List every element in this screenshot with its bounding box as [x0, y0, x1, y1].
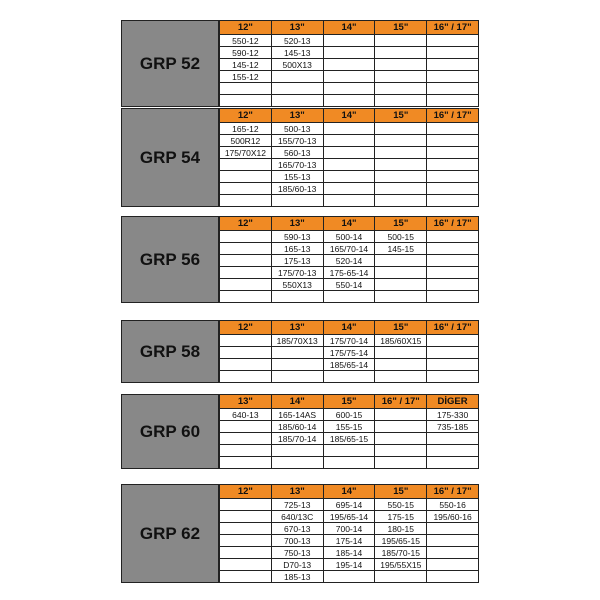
size-cell	[323, 123, 375, 135]
size-cell: 195/65-14	[323, 511, 375, 523]
size-cell	[271, 83, 323, 95]
size-cell: D70-13	[271, 559, 323, 571]
size-cell: 165-12	[220, 123, 272, 135]
size-cell	[375, 35, 427, 47]
table-row	[220, 409, 479, 421]
size-cell	[220, 547, 272, 559]
size-cell	[375, 183, 427, 195]
size-cell: 700-13	[271, 535, 323, 547]
size-cell	[375, 95, 427, 107]
size-cell: 175/70X12	[220, 147, 272, 159]
size-cell	[220, 231, 272, 243]
table-row	[220, 291, 479, 303]
size-cell: 500-15	[375, 231, 427, 243]
size-cell	[323, 371, 375, 383]
column-header: 16" / 17"	[427, 109, 479, 123]
table-row	[220, 183, 479, 195]
size-cell	[220, 371, 272, 383]
size-cell	[220, 559, 272, 571]
size-cell	[427, 71, 479, 83]
size-cell	[375, 147, 427, 159]
size-cell	[427, 255, 479, 267]
size-cell	[323, 35, 375, 47]
column-header: 15"	[375, 321, 427, 335]
column-header: 16" / 17"	[427, 217, 479, 231]
grp-block	[121, 320, 479, 383]
size-cell: 640-13	[220, 409, 272, 421]
table-row	[220, 159, 479, 171]
grp-block	[121, 216, 479, 303]
size-cell	[375, 359, 427, 371]
size-cell	[220, 511, 272, 523]
size-cell: 180-15	[375, 523, 427, 535]
size-cell: 735-185	[427, 421, 479, 433]
size-cell	[427, 159, 479, 171]
size-cell: 520-14	[323, 255, 375, 267]
size-cell: 520-13	[271, 35, 323, 47]
size-cell	[323, 291, 375, 303]
size-cell: 550-12	[220, 35, 272, 47]
column-header: 16" / 17"	[427, 321, 479, 335]
table-row	[220, 83, 479, 95]
size-cell	[220, 243, 272, 255]
table-row	[220, 47, 479, 59]
size-cell	[375, 409, 427, 421]
size-cell	[427, 523, 479, 535]
size-cell	[220, 171, 272, 183]
size-cell: 185/60-14	[271, 421, 323, 433]
size-cell	[220, 95, 272, 107]
table-row	[220, 195, 479, 207]
table-row	[220, 511, 479, 523]
column-header: 12"	[220, 109, 272, 123]
size-cell	[323, 83, 375, 95]
size-cell	[375, 135, 427, 147]
size-cell	[427, 171, 479, 183]
size-cell: 695-14	[323, 499, 375, 511]
column-header: 14"	[323, 217, 375, 231]
size-cell	[375, 83, 427, 95]
size-cell: 500R12	[220, 135, 272, 147]
size-cell	[427, 433, 479, 445]
size-cell	[427, 59, 479, 71]
column-header: 13"	[271, 109, 323, 123]
size-cell	[427, 359, 479, 371]
size-table	[219, 320, 479, 383]
column-header: 13"	[220, 395, 272, 409]
table-row	[220, 559, 479, 571]
size-cell	[427, 95, 479, 107]
table-row	[220, 499, 479, 511]
size-cell	[375, 47, 427, 59]
size-cell	[271, 457, 323, 469]
size-cell	[427, 559, 479, 571]
size-cell	[375, 171, 427, 183]
size-cell: 175-330	[427, 409, 479, 421]
size-cell	[271, 359, 323, 371]
size-cell	[220, 291, 272, 303]
size-cell: 195/55X15	[375, 559, 427, 571]
size-cell	[427, 83, 479, 95]
size-cell: 175/75-14	[323, 347, 375, 359]
size-cell: 185-14	[323, 547, 375, 559]
size-cell	[220, 499, 272, 511]
column-header: 15"	[375, 485, 427, 499]
size-cell	[220, 279, 272, 291]
column-header: 12"	[220, 21, 272, 35]
size-cell: 165-14AS	[271, 409, 323, 421]
header-row	[220, 395, 479, 409]
table-row	[220, 59, 479, 71]
column-header: 15"	[323, 395, 375, 409]
column-header: 15"	[375, 217, 427, 231]
size-table	[219, 394, 479, 469]
size-cell: 590-12	[220, 47, 272, 59]
size-cell: 550-16	[427, 499, 479, 511]
size-cell: 145-13	[271, 47, 323, 59]
size-cell: 640/13C	[271, 511, 323, 523]
size-cell	[375, 195, 427, 207]
grp-block	[121, 394, 479, 469]
size-cell	[375, 371, 427, 383]
size-cell: 175-13	[271, 255, 323, 267]
table-row	[220, 135, 479, 147]
size-cell	[323, 571, 375, 583]
size-cell	[323, 135, 375, 147]
size-cell: 600-15	[323, 409, 375, 421]
table-row	[220, 433, 479, 445]
size-cell: 700-14	[323, 523, 375, 535]
size-cell	[427, 243, 479, 255]
size-cell: 185/60-13	[271, 183, 323, 195]
size-cell	[323, 183, 375, 195]
size-cell	[427, 47, 479, 59]
size-cell: 195/60-16	[427, 511, 479, 523]
size-cell	[323, 457, 375, 469]
size-cell	[375, 255, 427, 267]
table-row	[220, 535, 479, 547]
column-header: 14"	[271, 395, 323, 409]
column-header: 15"	[375, 109, 427, 123]
size-cell	[220, 195, 272, 207]
size-cell	[427, 347, 479, 359]
size-cell	[375, 571, 427, 583]
size-cell	[220, 83, 272, 95]
column-header: 14"	[323, 485, 375, 499]
size-cell	[427, 445, 479, 457]
size-cell	[427, 335, 479, 347]
column-header: 14"	[323, 321, 375, 335]
size-cell	[220, 359, 272, 371]
size-cell	[220, 571, 272, 583]
group-label: GRP 62	[121, 484, 219, 583]
size-cell	[375, 457, 427, 469]
size-cell	[375, 433, 427, 445]
table-row	[220, 255, 479, 267]
size-cell: 550X13	[271, 279, 323, 291]
size-cell	[220, 445, 272, 457]
size-cell	[375, 279, 427, 291]
header-row	[220, 485, 479, 499]
table-row	[220, 279, 479, 291]
size-table	[219, 20, 479, 107]
size-cell	[323, 159, 375, 171]
column-header: 13"	[271, 485, 323, 499]
size-cell	[271, 291, 323, 303]
size-cell	[375, 267, 427, 279]
size-cell	[323, 59, 375, 71]
size-cell: 165-13	[271, 243, 323, 255]
size-cell	[427, 535, 479, 547]
table-row	[220, 523, 479, 535]
size-cell: 185-13	[271, 571, 323, 583]
size-cell	[427, 147, 479, 159]
size-cell	[427, 571, 479, 583]
table-row	[220, 547, 479, 559]
group-label: GRP 58	[121, 320, 219, 383]
column-header: 14"	[323, 21, 375, 35]
size-cell: 670-13	[271, 523, 323, 535]
table-row	[220, 571, 479, 583]
header-row	[220, 321, 479, 335]
size-cell	[427, 291, 479, 303]
group-label: GRP 54	[121, 108, 219, 207]
size-cell: 175-15	[375, 511, 427, 523]
table-row	[220, 335, 479, 347]
table-row	[220, 445, 479, 457]
size-cell	[220, 433, 272, 445]
grp-block	[121, 20, 479, 107]
table-row	[220, 371, 479, 383]
size-cell: 185/70-15	[375, 547, 427, 559]
header-row	[220, 217, 479, 231]
group-label: GRP 52	[121, 20, 219, 107]
size-cell: 185/70-14	[271, 433, 323, 445]
size-cell	[427, 123, 479, 135]
size-cell: 175-14	[323, 535, 375, 547]
size-cell: 185/70X13	[271, 335, 323, 347]
column-header: 16" / 17"	[427, 485, 479, 499]
size-cell	[427, 35, 479, 47]
grp-block	[121, 108, 479, 207]
table-row	[220, 123, 479, 135]
table-row	[220, 267, 479, 279]
size-cell	[427, 267, 479, 279]
size-cell: 165/70-14	[323, 243, 375, 255]
size-cell	[427, 183, 479, 195]
size-cell	[323, 71, 375, 83]
size-cell	[271, 71, 323, 83]
size-cell	[271, 371, 323, 383]
size-cell	[271, 195, 323, 207]
size-cell	[271, 95, 323, 107]
size-cell	[220, 535, 272, 547]
size-cell	[271, 445, 323, 457]
size-cell: 155/70-13	[271, 135, 323, 147]
table-row	[220, 95, 479, 107]
size-cell: 725-13	[271, 499, 323, 511]
column-header: 12"	[220, 485, 272, 499]
size-cell: 185/65-14	[323, 359, 375, 371]
column-header: 13"	[271, 321, 323, 335]
table-row	[220, 457, 479, 469]
size-cell: 175-65-14	[323, 267, 375, 279]
size-cell	[323, 147, 375, 159]
size-cell: 185/60X15	[375, 335, 427, 347]
size-cell	[220, 421, 272, 433]
size-cell	[427, 371, 479, 383]
size-cell	[427, 457, 479, 469]
size-cell	[427, 195, 479, 207]
size-cell: 550-15	[375, 499, 427, 511]
size-cell: 185/65-15	[323, 433, 375, 445]
size-cell: 165/70-13	[271, 159, 323, 171]
table-row	[220, 243, 479, 255]
size-cell	[220, 255, 272, 267]
size-cell: 175/70-13	[271, 267, 323, 279]
table-row	[220, 71, 479, 83]
size-cell: 500X13	[271, 59, 323, 71]
column-header: 14"	[323, 109, 375, 123]
grp-block	[121, 484, 479, 583]
table-row	[220, 347, 479, 359]
column-header: 12"	[220, 217, 272, 231]
size-cell	[323, 47, 375, 59]
size-table	[219, 484, 479, 583]
column-header: 15"	[375, 21, 427, 35]
column-header: 16" / 17"	[375, 395, 427, 409]
table-row	[220, 421, 479, 433]
size-cell	[427, 231, 479, 243]
table-row	[220, 147, 479, 159]
size-cell: 500-14	[323, 231, 375, 243]
size-cell: 175/70-14	[323, 335, 375, 347]
size-cell: 155-12	[220, 71, 272, 83]
column-header: 13"	[271, 217, 323, 231]
group-label: GRP 60	[121, 394, 219, 469]
header-row	[220, 21, 479, 35]
table-row	[220, 35, 479, 47]
size-cell	[375, 445, 427, 457]
size-cell	[427, 547, 479, 559]
size-table	[219, 216, 479, 303]
table-row	[220, 359, 479, 371]
size-cell	[220, 347, 272, 359]
size-cell	[220, 159, 272, 171]
column-header: 16" / 17"	[427, 21, 479, 35]
size-cell	[220, 267, 272, 279]
size-cell	[323, 171, 375, 183]
size-cell: 155-13	[271, 171, 323, 183]
size-cell	[375, 347, 427, 359]
size-cell: 590-13	[271, 231, 323, 243]
column-header: 13"	[271, 21, 323, 35]
size-cell: 750-13	[271, 547, 323, 559]
size-cell	[220, 457, 272, 469]
size-cell	[375, 291, 427, 303]
table-row	[220, 231, 479, 243]
size-cell	[323, 95, 375, 107]
column-header: 12"	[220, 321, 272, 335]
column-header: DİGER	[427, 395, 479, 409]
size-cell	[375, 71, 427, 83]
size-cell	[220, 183, 272, 195]
size-cell: 145-15	[375, 243, 427, 255]
header-row	[220, 109, 479, 123]
group-label: GRP 56	[121, 216, 219, 303]
table-row	[220, 171, 479, 183]
size-cell: 550-14	[323, 279, 375, 291]
size-cell	[427, 279, 479, 291]
size-cell	[323, 445, 375, 457]
size-cell	[220, 523, 272, 535]
size-cell: 195-14	[323, 559, 375, 571]
size-cell	[375, 159, 427, 171]
size-cell	[271, 347, 323, 359]
size-cell	[323, 195, 375, 207]
size-cell	[375, 123, 427, 135]
size-cell: 155-15	[323, 421, 375, 433]
size-cell	[427, 135, 479, 147]
size-cell	[375, 421, 427, 433]
size-cell	[220, 335, 272, 347]
size-cell: 195/65-15	[375, 535, 427, 547]
size-cell: 145-12	[220, 59, 272, 71]
size-table	[219, 108, 479, 207]
size-cell	[375, 59, 427, 71]
size-cell: 500-13	[271, 123, 323, 135]
size-cell: 560-13	[271, 147, 323, 159]
